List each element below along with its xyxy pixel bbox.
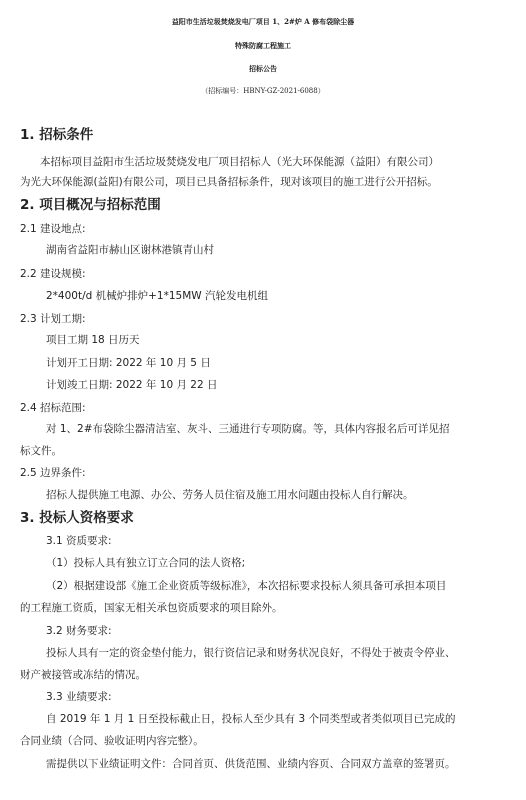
s2-period-label: 2.3 计划工期: (20, 313, 86, 325)
s2-period-start: 计划开工日期: 2022 年 10 月 5 日 (46, 357, 211, 369)
s2-period-duration: 项目工期 18 日历天 (46, 334, 140, 346)
s3-qualification-1: （1）投标人具有独立订立合同的法人资格; (46, 557, 246, 569)
s3-performance-line-2: 合同业绩（合同、验收证明内容完整）。 (20, 735, 204, 747)
s3-performance-line-1: 自 2019 年 1 月 1 日至投标截止日，投标人至少具有 3 个同类型或者类似项目已完成的 (46, 713, 456, 725)
s2-boundary-label: 2.5 边界条件: (20, 467, 86, 479)
s2-period-end: 计划竣工日期: 2022 年 10 月 22 日 (46, 379, 218, 391)
s3-qualification-label: 3.1 资质要求: (46, 535, 112, 547)
s3-financial-label: 3.2 财务要求: (46, 625, 112, 637)
section-2-heading: 2. 项目概况与招标范围 (20, 197, 161, 213)
s3-qualification-2-line-1: （2）根据建设部《施工企业资质等级标准》，本次招标要求投标人须具备可承担本项目 (46, 580, 447, 592)
title-line-1: 益阳市生活垃圾焚烧发电厂项目 1、2#炉 A 修布袋除尘器 (171, 17, 355, 26)
s2-scope-line-2: 标文件。 (20, 445, 62, 457)
s1-paragraph-line-1: 本招标项目益阳市生活垃圾焚烧发电厂项目招标人（光大环保能源（益阳）有限公司） (40, 156, 439, 168)
s3-financial-line-1: 投标人具有一定的资金垫付能力，银行资信记录和财务状况良好，不得处于被责令停业、 (46, 647, 456, 659)
section-1-heading: 1. 招标条件 (20, 127, 94, 143)
s2-scale-label: 2.2 建设规模: (20, 268, 86, 280)
title-line-2: 特殊防腐工程施工 (235, 41, 291, 50)
s2-scope-line-1: 对 1、2#布袋除尘器清洁室、灰斗、三通进行专项防腐。等，具体内容报名后可详见招 (46, 423, 450, 435)
s3-qualification-2-line-2: 的工程施工资质，国家无相关承包资质要求的项目除外。 (20, 602, 283, 614)
s3-financial-line-2: 财产被接管或冻结的情况。 (20, 669, 146, 681)
s2-location-label: 2.1 建设地点: (20, 223, 86, 235)
s2-location: 湖南省益阳市赫山区谢林港镇青山村 (46, 244, 214, 256)
s2-scope-label: 2.4 招标范围: (20, 402, 86, 414)
s2-scale: 2*400t/d 机械炉排炉+1*15MW 汽轮发电机组 (46, 290, 268, 302)
s2-boundary: 招标人提供施工电源、办公、劳务人员住宿及施工用水问题由投标人自行解决。 (46, 489, 414, 501)
tender-number: （招标编号：HBNY-GZ-2021-6088） (201, 87, 325, 95)
section-3-heading: 3. 投标人资格要求 (20, 510, 134, 526)
s3-performance-label: 3.3 业绩要求: (46, 691, 112, 703)
title-line-3: 招标公告 (249, 64, 277, 73)
s1-paragraph-line-2: 为光大环保能源(益阳)有限公司，项目已具备招标条件，现对该项目的施工进行公开招标。 (20, 176, 438, 188)
s3-performance-line-3: 需提供以下业绩证明文件：合同首页、供货范围、业绩内容页、合同双方盖章的签署页。 (46, 758, 456, 770)
